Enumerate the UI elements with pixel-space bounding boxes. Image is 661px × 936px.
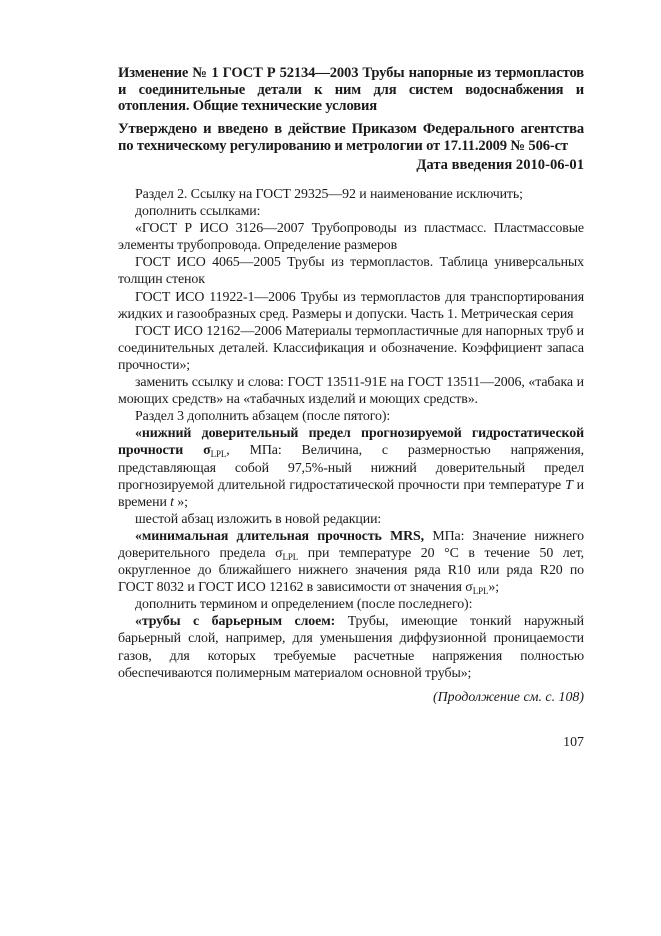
section2-intro: Раздел 2. Ссылку на ГОСТ 29325—92 и наименование исключить;: [135, 187, 523, 202]
reference-item: ГОСТ ИСО 12162—2006 Материалы термопластичные для напорных труб и соединительных деталей. Классификация и обозначение. Коэффициент запаса прочности»;: [118, 323, 584, 373]
subscript: LPL: [282, 551, 299, 562]
section2-replace: заменить ссылку и слова: ГОСТ 13511-91Е на ГОСТ 13511—2006, «табака и моющих средств» на «табачных изделий и моющих средств».: [118, 375, 584, 408]
term-mrs: [118, 528, 584, 596]
term-definition: , МПа: Величина, с размерностью напряжения, представляющая собой 97,5%-ный нижний доверительный предел прогнозируемой длительной гидростатической прочности при температуре: [118, 443, 584, 493]
reference-item: ГОСТ ИСО 4065—2005 Трубы из термопластов. Таблица универсальных толщин стенок: [118, 255, 584, 288]
term-name: «минимальная длительная прочность MRS,: [135, 528, 425, 544]
reference-item: «ГОСТ Р ИСО 3126—2007 Трубопроводы из пластмасс. Пластмассовые элементы трубопровода. Определение размеров: [118, 221, 584, 254]
section3-sixth: шестой абзац изложить в новой редакции:: [135, 511, 382, 527]
term-lower-confidence-limit: [118, 425, 584, 510]
subscript: LPL: [472, 586, 489, 597]
term-definition: и времени: [118, 477, 584, 510]
continued-note: (Продолжение см. с. 108): [433, 690, 584, 705]
term-name: «трубы с барьерным слоем:: [135, 614, 336, 630]
term-definition: при температуре 20 °С в течение 50 лет, округленное до ближайшего нижнего значения ряда R10 или ряда R20 по ГОСТ 8032 и ГОСТ ИСО 12162 в зависимости от значения σ: [118, 545, 585, 596]
symbol-T: T: [565, 477, 573, 493]
term-definition: МПа: Значение нижнего доверительного предела σ: [118, 528, 584, 561]
section2-add-refs: дополнить ссылками:: [135, 204, 261, 220]
section3-intro: Раздел 3 дополнить абзацем (после пятого):: [135, 409, 391, 425]
document-body: [118, 186, 584, 682]
subscript: LPL: [210, 449, 227, 460]
term-definition: Трубы, имеющие тонкий наружный барьерный слой, например, для уменьшения диффузионной проницаемости газов, для которых требуемые расчетные напряжения полностью обеспечиваются полимерным материалом основной трубы»;: [118, 614, 585, 681]
effective-date: Дата введения 2010-06-01: [416, 157, 584, 173]
reference-item: ГОСТ ИСО 11922-1—2006 Трубы из термопластов для транспортирования жидких и газообразных сред. Размеры и допуски. Часть 1. Метрическая серия: [118, 289, 584, 322]
section3-add-term: дополнить термином и определением (после последнего):: [135, 597, 473, 613]
amendment-title: Изменение № 1 ГОСТ Р 52134—2003 Трубы напорные из термопластов и соединительные детали к ним для систем водоснабжения и отопления. Общие технические условия: [118, 65, 584, 115]
term-end: »;: [173, 494, 188, 510]
approval-text: Утверждено и введено в действие Приказом Федерального агентства по техническому регулированию и метрологии от 17.11.2009 № 506-ст: [118, 121, 584, 154]
term-name: «нижний доверительный предел прогнозируемой гидростатической прочности σ: [118, 426, 584, 459]
term-barrier-pipes: [118, 613, 584, 681]
page-number: 107: [563, 735, 584, 750]
symbol-t: t: [170, 494, 174, 510]
term-end: »;: [488, 580, 499, 596]
